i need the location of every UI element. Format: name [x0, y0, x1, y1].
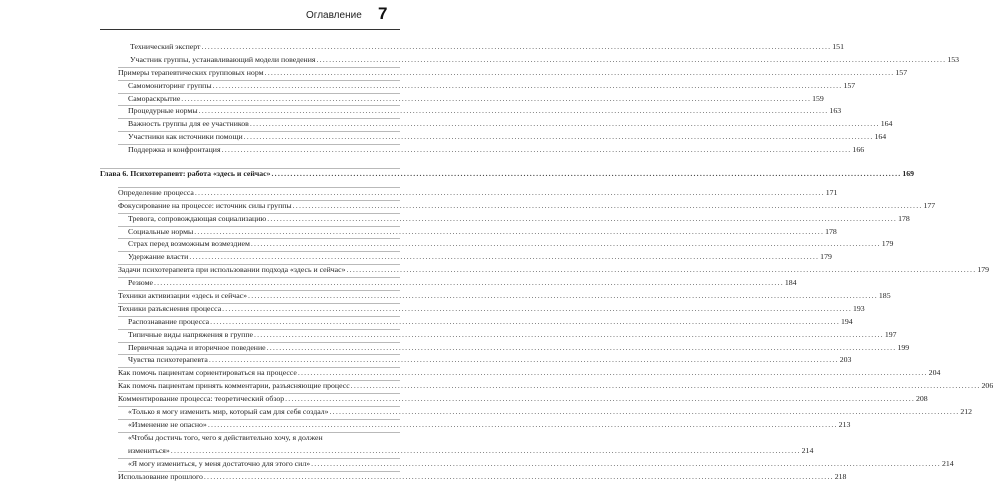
toc-entry[interactable] — [0, 251, 832, 264]
toc-entry-page: 199 — [897, 342, 910, 352]
toc-entry-page: 208 — [916, 394, 928, 404]
toc-entry-page: 193 — [853, 303, 865, 313]
toc-entry[interactable] — [0, 213, 910, 226]
toc-entry-page: 164 — [874, 132, 887, 142]
toc-entry-page: 214 — [941, 458, 954, 468]
toc-entry-page: 203 — [839, 355, 852, 365]
toc-entry-title: Использование прошлого — [118, 471, 203, 481]
toc-entry-title: Удержание власти — [128, 252, 189, 262]
toc-entry-title: Технический эксперт — [130, 42, 201, 51]
running-header-label: Оглавление — [306, 10, 362, 21]
toc-chapter-entry[interactable] — [0, 168, 915, 181]
leader-dots — [189, 251, 819, 264]
toc-entry-title: Участники как источники помощи — [128, 132, 243, 142]
toc-entry-title: Важность группы для ее участников — [128, 119, 249, 129]
header-rule — [100, 29, 400, 30]
toc-entry-title: Резюме — [128, 278, 153, 288]
toc-entry[interactable] — [0, 238, 894, 251]
leader-dots — [204, 471, 834, 484]
toc-entry[interactable] — [0, 54, 960, 67]
toc-entry-title: Тревога, сопровождающая социализацию — [128, 213, 267, 223]
toc-entry-title: «Я могу измениться, у меня достаточно для этого сил» — [128, 458, 311, 468]
leader-dots — [201, 41, 831, 54]
toc-entry-page: 166 — [852, 145, 865, 155]
toc-entry[interactable] — [0, 303, 865, 316]
toc-entry[interactable] — [0, 432, 814, 458]
toc-entry-page: 178 — [825, 226, 837, 236]
leader-dots — [181, 93, 811, 106]
leader-dots — [298, 367, 928, 380]
toc-entry-title: Чувства психотерапевта — [128, 355, 208, 365]
toc-entry-page: 177 — [923, 200, 936, 210]
toc-entry-title: Техники разъяснения процесса — [118, 303, 222, 313]
toc-entry-title: Социальные нормы — [128, 226, 194, 236]
toc-entry-page: 194 — [840, 316, 853, 326]
toc-entry-title: Фокусирование на процессе: источник силы группы — [118, 200, 292, 210]
toc-entry-title: Участник группы, устанавливающий модели поведения — [130, 54, 316, 64]
toc-entry-title: «Чтобы достичь того, чего я действительно хочу, я должен — [128, 432, 323, 442]
toc-entry-title: Задачи психотерапевта при использовании подхода «здесь и сейчас» — [118, 265, 346, 275]
toc-entry[interactable] — [0, 105, 842, 118]
toc-entry[interactable] — [0, 264, 990, 277]
toc-entry-page: 179 — [820, 252, 832, 262]
leader-dots — [195, 187, 825, 200]
toc-entry-page: 212 — [960, 407, 973, 417]
toc-entry-page: 214 — [801, 445, 814, 455]
toc-entry-page: 179 — [881, 239, 894, 249]
toc-entry-title: Комментирование процесса: теоретический обзор — [118, 394, 285, 404]
toc-entry[interactable] — [0, 226, 837, 239]
toc-entry[interactable] — [0, 131, 887, 144]
leader-dots — [199, 105, 829, 118]
leader-dots — [222, 144, 852, 157]
toc-entry[interactable] — [0, 393, 928, 406]
table-of-contents — [0, 41, 993, 483]
toc-entry-title: Самораскрытие — [128, 93, 181, 103]
leader-dots — [213, 80, 843, 93]
leader-dots — [347, 264, 977, 277]
toc-entry-title: «Только я могу изменить мир, который сам для себя создал» — [128, 407, 329, 417]
toc-entry-page: 213 — [838, 419, 851, 429]
toc-entry[interactable] — [0, 458, 954, 471]
toc-entry-page: 218 — [834, 471, 847, 481]
toc-entry[interactable] — [0, 118, 893, 131]
leader-dots — [267, 342, 897, 355]
toc-entry-page: 171 — [825, 187, 838, 197]
toc-entry-page: 206 — [981, 381, 993, 391]
toc-entry[interactable] — [0, 406, 973, 419]
leader-dots — [272, 168, 902, 181]
toc-entry-title: Типичные виды напряжения в группе — [128, 329, 253, 339]
toc-entry[interactable] — [0, 277, 797, 290]
toc-entry-page: 179 — [977, 265, 990, 275]
leader-dots — [222, 303, 852, 316]
toc-entry-page: 151 — [832, 42, 844, 51]
leader-dots — [251, 238, 881, 251]
toc-entry[interactable] — [0, 187, 838, 200]
toc-entry-title: Примеры терапевтических групповых норм — [118, 67, 264, 77]
toc-entry-title: Страх перед возможным возмездием — [128, 239, 250, 249]
toc-entry-page: 164 — [880, 119, 893, 129]
toc-entry[interactable] — [0, 200, 936, 213]
toc-entry[interactable] — [0, 144, 865, 157]
leader-dots — [208, 419, 838, 432]
leader-dots — [351, 380, 981, 393]
toc-entry-page: 163 — [829, 106, 842, 116]
toc-entry[interactable] — [0, 329, 897, 342]
toc-entry-page: 153 — [947, 54, 960, 64]
leader-dots — [250, 118, 880, 131]
toc-entry[interactable] — [0, 93, 824, 106]
toc-entry-page: 204 — [928, 368, 941, 378]
toc-chapter-title: Глава 6. Психотерапевт: работа «здесь и сейчас» — [100, 169, 271, 179]
leader-dots — [210, 316, 840, 329]
toc-entry-page: 159 — [812, 93, 824, 103]
leader-dots — [285, 393, 915, 406]
toc-entry-page: 157 — [843, 80, 856, 90]
toc-entry-page: 197 — [884, 329, 897, 339]
toc-entry[interactable] — [0, 67, 908, 80]
toc-entry-title: Как помочь пациентам принять комментарии, разъясняющие процесс — [118, 381, 350, 391]
leader-dots — [154, 277, 784, 290]
leader-dots — [293, 200, 923, 213]
toc-entry-title: Распознавание процесса — [128, 316, 210, 326]
leader-dots — [267, 213, 897, 226]
leader-dots — [311, 458, 941, 471]
toc-entry-title: Процедурные нормы — [128, 106, 198, 116]
toc-entry-page: 178 — [898, 213, 910, 223]
leader-dots — [248, 290, 878, 303]
toc-entry[interactable] — [0, 380, 993, 393]
toc-entry-title: Самомониторинг группы — [128, 80, 212, 90]
toc-entry[interactable] — [0, 354, 852, 367]
leader-dots — [330, 406, 960, 419]
toc-entry[interactable] — [0, 367, 941, 380]
toc-entry-page: 157 — [895, 67, 908, 77]
leader-dots — [265, 67, 895, 80]
toc-entry-page: 184 — [784, 278, 797, 288]
toc-entry-title-continued: измениться» — [128, 445, 170, 455]
leader-dots — [316, 54, 946, 67]
toc-entry[interactable] — [0, 342, 910, 355]
toc-entry-title: «Изменение не опасно» — [128, 419, 207, 429]
toc-entry-title: Поддержка и конфронтация — [128, 145, 221, 155]
toc-chapter-page: 169 — [902, 169, 915, 179]
leader-dots — [194, 226, 824, 239]
leader-dots — [254, 329, 884, 342]
toc-entry-page: 185 — [878, 291, 891, 301]
toc-entry[interactable] — [0, 316, 853, 329]
page-number: 7 — [378, 4, 388, 23]
toc-entry[interactable] — [0, 41, 844, 54]
toc-entry-title: Определение процесса — [118, 187, 194, 197]
toc-entry-title: Как помочь пациентам сориентироваться на процессе — [118, 368, 297, 378]
toc-entry[interactable] — [0, 419, 851, 432]
toc-entry-title: Техники активизации «здесь и сейчас» — [118, 291, 248, 301]
toc-entry[interactable] — [0, 471, 847, 484]
toc-entry[interactable] — [0, 290, 891, 303]
toc-entry[interactable] — [0, 80, 856, 93]
leader-dots — [209, 354, 839, 367]
toc-entry-title: Первичная задача и вторичное поведение — [128, 342, 266, 352]
leader-dots — [171, 445, 801, 458]
leader-dots — [244, 131, 874, 144]
